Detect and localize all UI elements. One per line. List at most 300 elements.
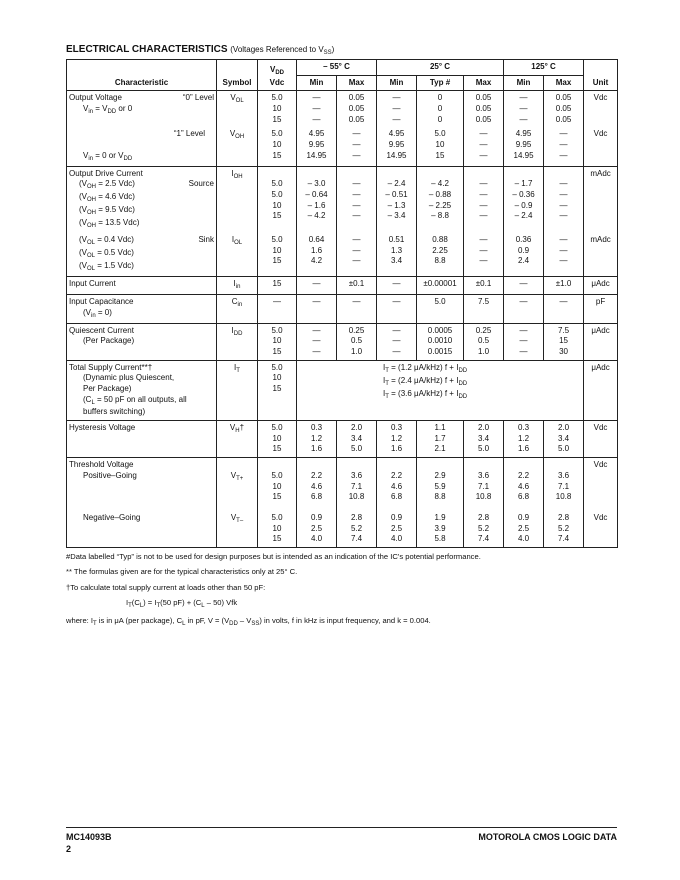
value-line: 0.05 <box>348 114 365 124</box>
value-line: 5.8 <box>434 534 446 544</box>
value-line: 5.2 <box>557 523 570 533</box>
value-line: 0.5 <box>477 336 490 346</box>
table-row-quiescent-current <box>67 323 618 360</box>
value-cell <box>377 91 417 128</box>
value-cell <box>504 233 544 276</box>
col-temp-minus55: – 55° C <box>297 60 377 76</box>
col-temp-125: 125° C <box>504 60 584 76</box>
formula-cell: $I_T = (1.2$ μA/kHz) $f + I_{DD}$ $I_T = (2.4$ μA/kHz) $f + I_{DD}$ $I_T = (3.6$ μA/kHz) $f + I_{DD}$ <box>297 360 584 420</box>
value-line: — <box>519 336 528 346</box>
value-line: — <box>479 179 488 189</box>
value-cell <box>504 505 544 548</box>
col-typ: Typ # <box>417 75 464 91</box>
value-cell <box>417 323 464 360</box>
value-line: 3.4 <box>477 433 490 443</box>
value-line: 3.6 <box>477 470 490 480</box>
value-cell <box>544 458 584 505</box>
value-line: 5.0 <box>271 362 283 372</box>
value-line: 2.5 <box>517 523 530 533</box>
value-line: 2.5 <box>310 523 323 533</box>
page-number: 2 <box>66 843 72 854</box>
value-line: 5.0 <box>557 444 570 454</box>
value-line: 5.0 <box>271 179 283 189</box>
value-cell: — <box>297 277 337 295</box>
value-line: 0.05 <box>475 114 492 124</box>
col-vdd: $V_{DD}$ Vdc <box>258 60 297 91</box>
value-line: – 3.4 <box>387 211 406 221</box>
note-formulas: ** The formulas given are for the typical characteristics only at 25° C. <box>66 567 298 577</box>
unit-cell: μAdc <box>584 277 618 295</box>
value-line: 2.25 <box>432 245 448 255</box>
vdd-cell <box>258 505 297 548</box>
footnotes <box>66 551 626 633</box>
table-row-total-supply-current <box>67 360 618 420</box>
value-cell <box>544 233 584 276</box>
value-line: 15 <box>435 150 445 160</box>
value-line: — <box>312 346 321 356</box>
characteristic-cell: Hysteresis Voltage <box>67 421 217 458</box>
value-cell <box>504 421 544 458</box>
value-line: 0.88 <box>432 235 448 245</box>
value-cell <box>544 323 584 360</box>
unit-cell: μAdc <box>584 360 618 420</box>
value-line: 15 <box>272 211 282 221</box>
value-line: – 8.8 <box>431 211 449 221</box>
value-line: 0.9 <box>310 512 323 522</box>
value-line: — <box>519 325 528 335</box>
value-line: – 1.7 <box>514 179 533 189</box>
value-line: 10 <box>272 140 282 149</box>
value-cell <box>337 458 377 505</box>
value-line: 0.05 <box>555 93 572 103</box>
value-line: 10 <box>272 373 282 383</box>
value-line: 0.51 <box>388 235 405 245</box>
symbol-cell: $V_{T-}$ <box>217 505 258 548</box>
value-line: — <box>479 235 488 245</box>
unit-cell: Vdc <box>584 127 618 166</box>
vdd-cell: — <box>258 294 297 323</box>
value-line: — <box>352 200 361 210</box>
characteristic-cell: Output Drive Current ($V_{OH} = 2.5$ Vdc) Source ($V_{OH} = 4.6$ Vdc) ($V_{OH} = 9.5$ Vdc) ($V_{OH} = 13.5$ Vdc) <box>67 166 217 233</box>
value-cell <box>337 323 377 360</box>
value-cell: — <box>337 294 377 323</box>
value-line: — <box>392 103 401 113</box>
value-line: 6.8 <box>390 492 403 502</box>
header-row-temps <box>67 60 618 76</box>
value-line: 15 <box>272 534 282 544</box>
symbol-cell: $I_{in}$ <box>217 277 258 295</box>
value-cell <box>417 166 464 233</box>
value-cell <box>504 91 544 128</box>
value-line: 7.4 <box>557 534 570 544</box>
value-line: 1.6 <box>310 444 323 454</box>
value-line: 1.9 <box>434 512 446 522</box>
value-line: — <box>352 235 361 245</box>
value-line: — <box>479 256 488 266</box>
value-line: 0.05 <box>555 103 572 113</box>
value-cell <box>504 458 544 505</box>
value-line: – 4.2 <box>431 179 449 189</box>
value-cell <box>337 91 377 128</box>
value-line: 1.7 <box>434 433 446 443</box>
table-row-output-drive-source <box>67 166 618 233</box>
value-cell <box>417 421 464 458</box>
value-line: — <box>352 189 361 199</box>
value-cell <box>377 127 417 166</box>
value-line: 7.1 <box>477 481 490 491</box>
value-cell <box>464 458 504 505</box>
value-line: 2.0 <box>557 423 570 433</box>
value-cell: — <box>297 294 337 323</box>
value-line: 5.0 <box>271 470 283 480</box>
value-line: — <box>352 140 361 149</box>
value-line: 3.6 <box>350 470 363 480</box>
value-line: 5.0 <box>271 189 283 199</box>
unit-cell: Vdc <box>584 421 618 458</box>
symbol-cell: $I_{DD}$ <box>217 323 258 360</box>
characteristic-cell: Negative–Going <box>67 505 217 548</box>
value-line: 5.0 <box>271 423 283 433</box>
value-line: — <box>312 325 321 335</box>
value-cell <box>337 233 377 276</box>
value-cell <box>417 233 464 276</box>
value-line: 10 <box>272 245 282 255</box>
value-line: 2.8 <box>477 512 490 522</box>
value-line: 0.9 <box>517 245 530 255</box>
table-row-threshold-negative <box>67 505 618 548</box>
value-cell <box>464 91 504 128</box>
value-line: – 0.36 <box>512 189 535 199</box>
value-cell: ±0.00001 <box>417 277 464 295</box>
value-cell <box>377 166 417 233</box>
value-line: 30 <box>559 346 568 356</box>
value-cell: — <box>544 294 584 323</box>
value-line: — <box>352 211 361 221</box>
note-typ: #Data labelled “Typ” is not to be used for design purposes but is intended as an indication of the IC’s potential performance. <box>66 552 481 561</box>
footer-brand: MOTOROLA CMOS LOGIC DATA <box>478 832 617 842</box>
value-line: 2.8 <box>350 512 363 522</box>
value-line: 2.1 <box>434 444 446 454</box>
value-line: 4.6 <box>390 481 403 491</box>
value-line: 1.6 <box>517 444 530 454</box>
value-cell: 7.5 <box>464 294 504 323</box>
vdd-cell <box>258 233 297 276</box>
value-line: 15 <box>559 336 568 346</box>
value-cell <box>297 458 337 505</box>
characteristic-cell: Threshold Voltage Positive–Going <box>67 458 217 505</box>
vdd-cell <box>258 458 297 505</box>
value-line: — <box>392 336 401 346</box>
col-symbol: Symbol <box>217 60 258 91</box>
table-row-input-capacitance <box>67 294 618 323</box>
value-cell <box>297 421 337 458</box>
value-line: 15 <box>272 114 282 124</box>
value-line: 5.0 <box>271 325 283 335</box>
vdd-cell: 15 <box>258 277 297 295</box>
value-line: 1.2 <box>390 433 403 443</box>
value-line: 14.95 <box>386 150 407 160</box>
value-line: 10.8 <box>348 492 365 502</box>
value-line: 5.2 <box>477 523 490 533</box>
characteristic-cell: Output Voltage “0” Level $V_{in} = V_{DD}$ or 0 <box>67 91 217 128</box>
value-line: 0.3 <box>310 423 323 433</box>
value-line: — <box>559 140 568 149</box>
characteristic-cell: Quiescent Current (Per Package) <box>67 323 217 360</box>
value-cell <box>544 127 584 166</box>
value-line: — <box>519 93 528 103</box>
footer-part-info <box>66 832 112 855</box>
value-cell <box>337 505 377 548</box>
value-cell: ±0.1 <box>464 277 504 295</box>
electrical-characteristics-table <box>66 59 617 548</box>
value-line: — <box>479 189 488 199</box>
value-line: 2.4 <box>517 256 530 266</box>
value-line: 15 <box>272 346 282 356</box>
value-line: 8.8 <box>434 492 446 502</box>
characteristic-cell: Total Supply Current**† (Dynamic plus Quiescent, Per Package) ($C_L = 50$ pF on all outputs, all buffers switching) <box>67 360 217 420</box>
value-line: 2.2 <box>310 470 323 480</box>
vdd-cell <box>258 166 297 233</box>
value-line: – 0.51 <box>385 189 408 199</box>
value-line: 2.9 <box>434 470 446 480</box>
value-line: — <box>479 150 488 160</box>
value-line: 0.25 <box>475 325 492 335</box>
value-line: – 0.9 <box>514 200 533 210</box>
value-cell <box>544 166 584 233</box>
col-max: Max <box>544 75 584 91</box>
value-line: 0.9 <box>517 512 530 522</box>
value-line: – 3.0 <box>307 179 326 189</box>
value-line: 5.0 <box>271 129 283 139</box>
value-cell <box>544 505 584 548</box>
value-line: – 2.25 <box>428 200 452 210</box>
value-line: 9.95 <box>515 140 532 149</box>
value-line: 1.6 <box>390 444 403 454</box>
value-cell <box>544 421 584 458</box>
value-cell <box>337 421 377 458</box>
value-line: 5.0 <box>271 512 283 522</box>
value-cell <box>464 505 504 548</box>
value-line: 4.95 <box>388 129 405 139</box>
vdd-cell <box>258 323 297 360</box>
value-line: 0.05 <box>348 103 365 113</box>
value-line: 7.1 <box>350 481 363 491</box>
value-cell <box>377 421 417 458</box>
value-line: – 1.3 <box>387 200 406 210</box>
characteristic-cell: Input Capacitance $(V_{in} = 0)$ <box>67 294 217 323</box>
unit-cell: mAdc <box>584 166 618 233</box>
value-cell <box>464 166 504 233</box>
value-line: — <box>392 346 401 356</box>
value-line: — <box>312 93 321 103</box>
unit-cell: Vdc <box>584 458 618 505</box>
value-cell <box>297 91 337 128</box>
value-line: – 0.88 <box>428 189 452 199</box>
value-line: 0.05 <box>475 93 492 103</box>
value-line: — <box>352 256 361 266</box>
value-cell: ±1.0 <box>544 277 584 295</box>
table-title <box>66 44 334 56</box>
value-line: 6.8 <box>517 492 530 502</box>
value-line: — <box>392 93 401 103</box>
value-line: 15 <box>272 256 282 266</box>
title-note: (Voltages Referenced to $V_{SS}$) <box>230 45 335 56</box>
symbol-cell: $V_H\dagger$ <box>217 421 258 458</box>
value-cell <box>297 505 337 548</box>
value-line: 0.9 <box>390 512 403 522</box>
value-line: 5.0 <box>271 235 283 245</box>
value-line: 7.4 <box>350 534 363 544</box>
value-line: — <box>479 200 488 210</box>
value-cell <box>464 421 504 458</box>
value-line: 10 <box>272 481 282 491</box>
footer-divider <box>66 827 617 828</box>
table-row-output-voltage-high <box>67 127 618 166</box>
value-line: — <box>352 150 361 160</box>
value-cell: — <box>504 294 544 323</box>
unit-cell: Vdc <box>584 505 618 548</box>
value-line: — <box>392 114 401 124</box>
value-line: 0.0010 <box>427 336 453 346</box>
value-line: 10 <box>272 200 282 210</box>
value-line: – 1.6 <box>307 200 326 210</box>
value-line: 3.9 <box>434 523 446 533</box>
value-line: — <box>479 140 488 149</box>
value-line: 0.64 <box>308 235 325 245</box>
value-line: 2.2 <box>390 470 403 480</box>
value-line: 0 <box>437 93 443 103</box>
value-line: 2.2 <box>517 470 530 480</box>
value-line: — <box>559 256 568 266</box>
value-line: 1.0 <box>477 346 490 356</box>
value-line: 1.0 <box>350 346 363 356</box>
unit-cell: μAdc <box>584 323 618 360</box>
value-line: 0.36 <box>515 235 532 245</box>
value-line: 10 <box>435 140 445 149</box>
value-line: 0 <box>437 114 443 124</box>
value-cell <box>297 323 337 360</box>
value-cell: — <box>377 277 417 295</box>
table-row-hysteresis-voltage <box>67 421 618 458</box>
value-line: 1.2 <box>310 433 323 443</box>
value-line: — <box>559 211 568 221</box>
value-line: 1.6 <box>310 245 323 255</box>
unit-cell: mAdc <box>584 233 618 276</box>
note-dagger: †To calculate total supply current at loads other than 50 pF: <box>66 582 266 592</box>
value-line: 14.95 <box>306 150 327 160</box>
value-line: 6.8 <box>310 492 323 502</box>
characteristic-cell: ($V_{OL} = 0.4$ Vdc) Sink ($V_{OL} = 0.5$ Vdc) ($V_{OL} = 1.5$ Vdc) <box>67 233 217 276</box>
col-min: Min <box>297 75 337 91</box>
value-line: — <box>559 150 568 160</box>
value-line: — <box>559 245 568 255</box>
symbol-cell: $V_{OL}$ <box>217 91 258 128</box>
symbol-cell: $V_{OH}$ <box>217 127 258 166</box>
table-row-threshold-positive <box>67 458 618 505</box>
value-cell <box>377 233 417 276</box>
value-cell: — <box>504 277 544 295</box>
value-line: 4.6 <box>310 481 323 491</box>
characteristic-cell: Input Current <box>67 277 217 295</box>
note-where: where: $I_T$ is in μA (per package), $C_L$ in pF, $V = (V_{DD} - V_{SS})$ in volts, f in kHz is input frequency, and k = 0.004. <box>66 616 431 628</box>
value-line: — <box>479 245 488 255</box>
value-line: 7.4 <box>477 534 490 544</box>
col-characteristic: Characteristic <box>67 60 217 91</box>
col-max: Max <box>337 75 377 91</box>
table-row-output-drive-sink <box>67 233 618 276</box>
value-line: 4.95 <box>308 129 325 139</box>
value-line: 10 <box>272 103 282 113</box>
table-row-output-voltage <box>67 91 618 128</box>
value-line: 15 <box>272 492 282 502</box>
vdd-cell <box>258 127 297 166</box>
value-line: 15 <box>272 444 282 454</box>
value-line: – 4.2 <box>307 211 326 221</box>
value-line: 4.0 <box>310 534 323 544</box>
value-line: 0.05 <box>475 103 492 113</box>
symbol-cell: $C_{in}$ <box>217 294 258 323</box>
value-line: — <box>519 114 528 124</box>
value-cell <box>297 233 337 276</box>
value-line: — <box>559 200 568 210</box>
value-line: 0.0005 <box>427 325 453 335</box>
vdd-cell <box>258 91 297 128</box>
col-temp-25: 25° C <box>377 60 504 76</box>
value-line: — <box>519 103 528 113</box>
value-line: — <box>559 129 568 139</box>
value-line: — <box>312 114 321 124</box>
value-line: — <box>312 336 321 346</box>
value-line: 9.95 <box>388 140 405 149</box>
value-line: 1.2 <box>517 433 530 443</box>
value-line: 0.05 <box>348 93 365 103</box>
value-cell <box>297 127 337 166</box>
value-line: – 2.4 <box>387 179 406 189</box>
value-line: — <box>559 189 568 199</box>
symbol-cell: $I_{OL}$ <box>217 233 258 276</box>
value-line: 4.2 <box>310 256 323 266</box>
value-line: 1.1 <box>434 423 446 433</box>
value-line: 9.95 <box>308 140 325 149</box>
value-line: — <box>352 179 361 189</box>
value-line: 3.4 <box>557 433 570 443</box>
value-line: 5.9 <box>434 481 446 491</box>
value-line: 2.0 <box>350 423 363 433</box>
value-cell: ±0.1 <box>337 277 377 295</box>
value-line: 7.5 <box>557 325 570 335</box>
value-line: — <box>479 129 488 139</box>
value-line: 5.0 <box>434 129 446 139</box>
value-cell <box>504 166 544 233</box>
unit-cell: pF <box>584 294 618 323</box>
col-min: Min <box>377 75 417 91</box>
value-line: 4.6 <box>517 481 530 491</box>
unit-cell: Vdc <box>584 91 618 128</box>
value-cell <box>464 233 504 276</box>
value-cell <box>377 505 417 548</box>
value-line: 10.8 <box>475 492 492 502</box>
value-line: — <box>312 103 321 113</box>
value-line: 10 <box>272 433 282 443</box>
value-line: 4.0 <box>517 534 530 544</box>
col-unit: Unit <box>584 60 618 91</box>
symbol-cell: $I_T$ <box>217 360 258 420</box>
value-line: 3.6 <box>557 470 570 480</box>
value-cell <box>337 127 377 166</box>
value-line: 7.1 <box>557 481 570 491</box>
value-line: — <box>352 129 361 139</box>
value-line: 3.4 <box>350 433 363 443</box>
